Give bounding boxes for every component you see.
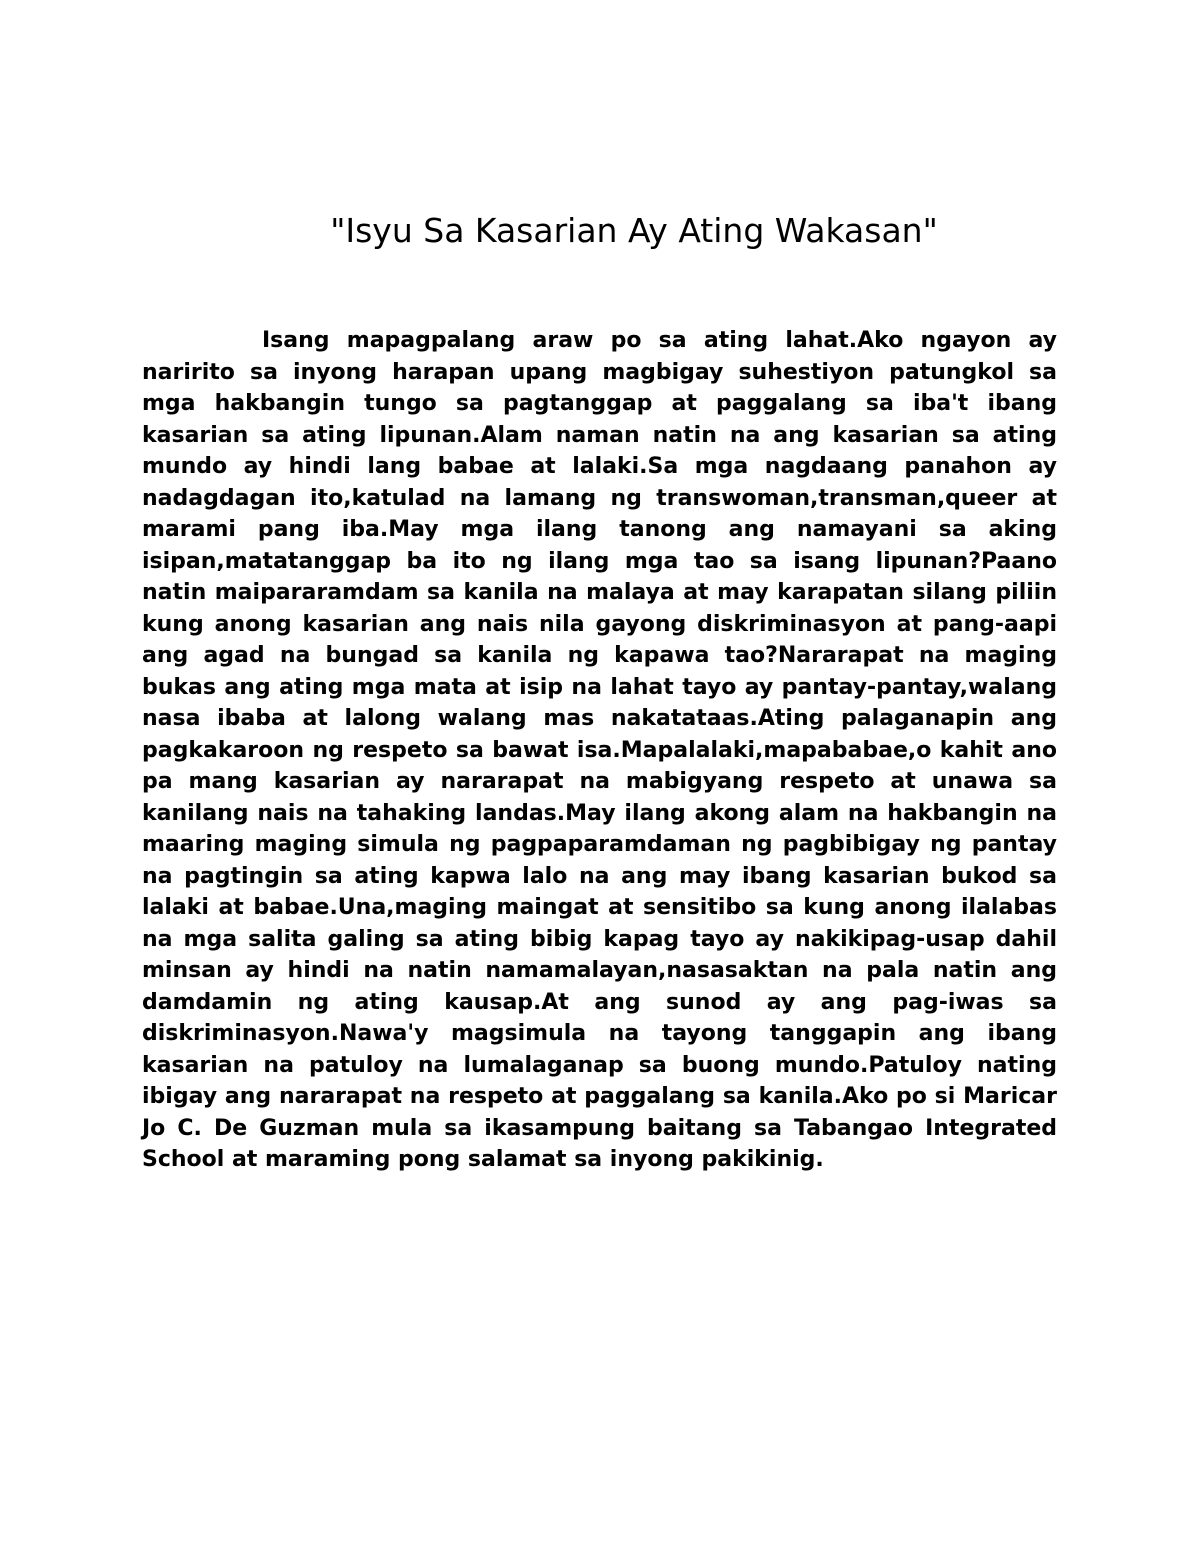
document-body: Isang mapagpalang araw po sa ating lahat.Ako ngayon ay naririto sa inyong harapan upang magbigay suhestiyon patungkol sa mga hakbangin tungo sa pagtanggap at paggalang sa iba't ibang kasarian sa ating lipunan.Alam naman natin na ang kasarian sa ating mundo ay hindi lang babae at lalaki.Sa mga nagdaang panahon ay nadagdagan ito,katulad na lamang ng transwoman,transman,queer at marami pang iba.May mga ilang tanong ang namayani sa aking isipan,matatanggap ba ito ng ilang mga tao sa isang lipunan?Paano natin maipararamdam sa kanila na malaya at may karapatan silang piliin kung anong kasarian ang nais nila gayong diskriminasyon at pang-aapi ang agad na bungad sa kanila ng kapawa tao?Nararapat na maging bukas ang ating mga mata at isip na lahat tayo ay pantay-pantay,walang nasa ibaba at lalong walang mas nakatataas.Ating palaganapin ang pagkakaroon ng respeto sa bawat isa.Mapalalaki,mapababae,o kahit ano pa mang kasarian ay nararapat na mabigyang respeto at unawa sa kanilang nais na tahaking landas.May ilang akong alam na hakbangin na maaring maging simula ng pagpaparamdaman ng pagbibigay ng pantay na pagtingin sa ating kapwa lalo na ang may ibang kasarian bukod sa lalaki at babae.Una,maging maingat at sensitibo sa kung anong ilalabas na mga salita galing sa ating bibig kapag tayo ay nakikipag-usap dahil minsan ay hindi na natin namamalayan,nasasaktan na pala natin ang damdamin ng ating kausap.At ang sunod ay ang pag-iwas sa diskriminasyon.Nawa'y magsimula na tayong tanggapin ang ibang kasarian na patuloy na lumalaganap sa buong mundo.Patuloy nating ibigay ang nararapat na respeto at paggalang sa kanila.Ako po si Maricar Jo C. De Guzman mula sa ikasampung baitang sa Tabangao Integrated School at maraming pong salamat sa inyong pakikinig.: [142, 328, 1057, 1172]
document-title: "Isyu Sa Kasarian Ay Ating Wakasan": [330, 211, 938, 250]
